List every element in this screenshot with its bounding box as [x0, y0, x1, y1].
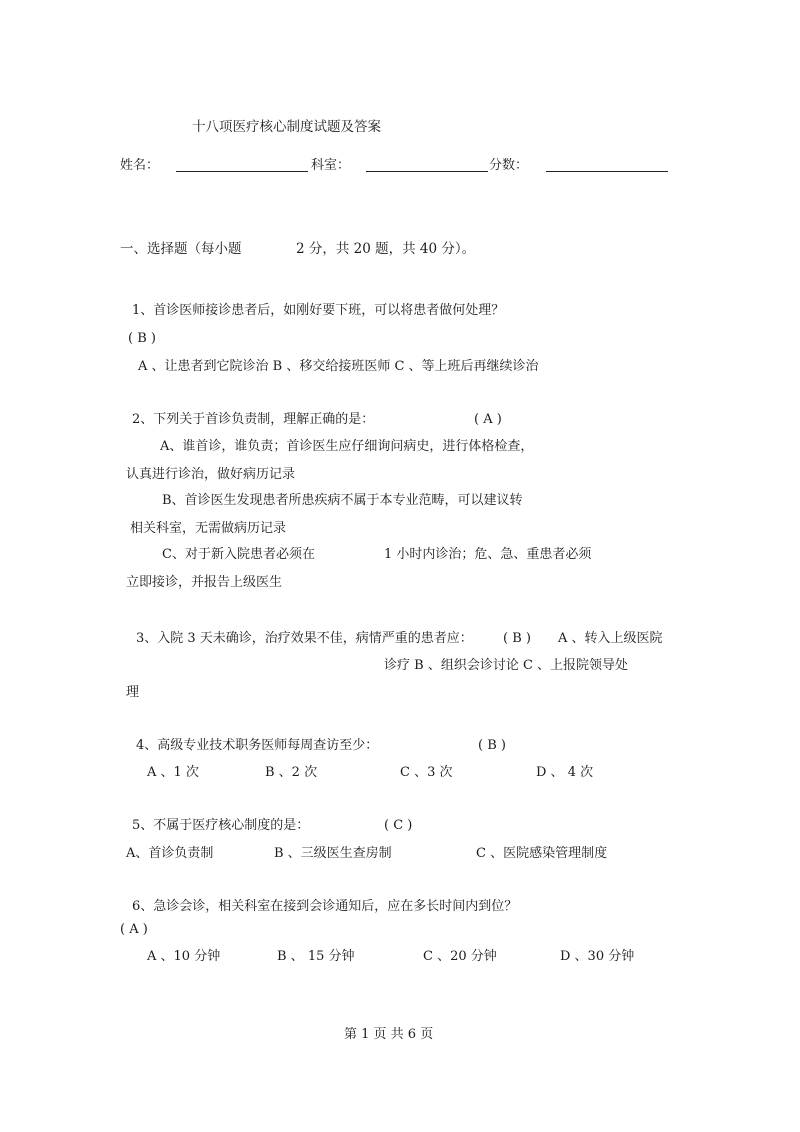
question-2-option-c-line1b: 1 小时内诊治；危、急、重患者必须 — [384, 547, 592, 562]
question-4-answer: ( B ) — [478, 738, 506, 753]
question-4-option-b: B 、2 次 — [265, 765, 318, 780]
question-4-option-c: C 、3 次 — [400, 765, 453, 780]
question-2-option-c-line1a: C、对于新入院患者必须在 — [162, 547, 315, 562]
question-2-option-c-line2: 立即接诊，并报告上级医生 — [126, 575, 283, 590]
question-2-answer: ( A ) — [474, 412, 502, 427]
question-2-stem: 2、下列关于首诊负责制，理解正确的是： — [132, 412, 375, 427]
question-6-option-d: D 、30 分钟 — [560, 949, 635, 964]
score-blank — [546, 171, 668, 172]
question-6-option-c: C 、20 分钟 — [423, 949, 497, 964]
question-6-option-a: A 、10 分钟 — [147, 949, 221, 964]
question-4-option-a: A 、1 次 — [147, 765, 199, 780]
question-5-option-b: B 、三级医生查房制 — [274, 846, 392, 861]
question-1-answer: ( B ) — [128, 331, 156, 346]
question-5-option-c: C 、医院感染管理制度 — [476, 846, 608, 861]
dept-label: 科室： — [311, 158, 351, 173]
page-footer: 第 1 页 共 6 页 — [344, 1027, 434, 1042]
question-3-option-a: A 、转入上级医院 — [558, 631, 663, 646]
question-6-stem: 6、急诊会诊，相关科室在接到会诊通知后，应在多长时间内到位？ — [132, 899, 518, 914]
page-title: 十八项医疗核心制度试题及答案 — [192, 119, 381, 135]
score-label: 分数： — [489, 158, 529, 173]
question-1-stem: 1、首诊医师接诊患者后，如刚好要下班，可以将患者做何处理？ — [132, 303, 505, 318]
name-label: 姓名： — [120, 158, 160, 173]
question-2-option-a-line1: A、谁首诊，谁负责；首诊医生应仔细询问病史，进行体格检查， — [160, 439, 534, 454]
dept-blank — [366, 171, 488, 172]
question-3-line3: 理 — [126, 685, 140, 700]
section-heading-part1: 一、选择题（每小题 — [120, 241, 242, 257]
question-6-option-b: B 、 15 分钟 — [277, 949, 355, 964]
question-2-option-b-line2: 相关科室，无需做病历记录 — [130, 521, 287, 536]
question-3-stem: 3、入院 3 天未确诊，治疗效果不佳，病情严重的患者应： — [136, 631, 473, 646]
question-3-line2: 诊疗 B 、组织会诊讨论 C 、上报院领导处 — [384, 658, 629, 673]
name-blank — [176, 171, 308, 172]
question-6-answer: ( A ) — [120, 922, 148, 937]
question-4-option-d: D 、 4 次 — [536, 765, 594, 780]
question-4-stem: 4、高级专业技术职务医师每周查访至少： — [136, 738, 379, 753]
section-heading-part2: 2 分，共 20 题，共 40 分）。 — [296, 241, 476, 257]
question-3-answer: ( B ) — [503, 631, 531, 646]
question-5-option-a: A、首诊负责制 — [126, 846, 214, 861]
question-2-option-b-line1: B、首诊医生发现患者所患疾病不属于本专业范畴，可以建议转 — [162, 493, 523, 508]
question-5-answer: ( C ) — [384, 818, 413, 833]
question-5-stem: 5、不属于医疗核心制度的是： — [132, 818, 310, 833]
question-1-options: A 、让患者到它院诊治 B 、移交给接班医师 C 、等上班后再继续诊治 — [138, 359, 539, 374]
question-2-option-a-line2: 认真进行诊治，做好病历记录 — [126, 467, 296, 482]
